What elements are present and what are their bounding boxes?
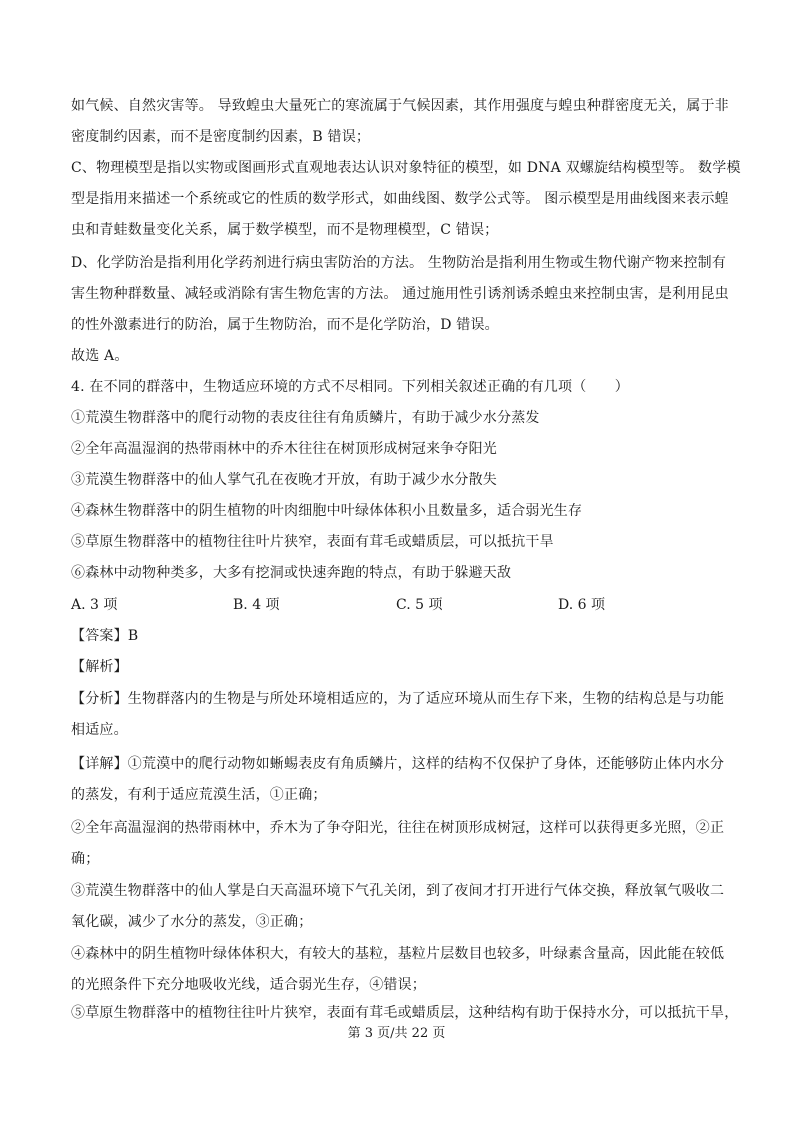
analysis-line: ③荒漠生物群落中的仙人掌是白天高温环境下气孔关闭，到了夜间才打开进行气体交换，释放氧气吸收二 <box>71 883 725 899</box>
statement-1: ①荒漠生物群落中的爬行动物的表皮往往有角质鳞片，有助于减少水分蒸发 <box>71 410 540 426</box>
statement-2: ②全年高温湿润的热带雨林中的乔木往往在树顶形成树冠来争夺阳光 <box>71 441 497 457</box>
analysis-line: ④森林中的阴生植物叶绿体体积大，有较大的基粒，基粒片层数目也较多，叶绿素含量高，因此能在较低 <box>71 946 725 962</box>
option-d: D. 6 项 <box>558 597 605 613</box>
text-line: 型是指用来描述一个系统或它的性质的数学形式，如曲线图、数学公式等。 图示模型是用曲线图来表示蝗 <box>71 191 729 207</box>
option-a: A. 3 项 <box>71 597 118 613</box>
analysis-line: 的蒸发，有利于适应荒漠生活，①正确； <box>71 787 327 803</box>
text-line: 虫和青蛙数量变化关系，属于数学模型，而不是物理模型，C 错误； <box>71 222 499 238</box>
statement-6: ⑥森林中动物种类多，大多有挖洞或快速奔跑的特点，有助于躲避天敌 <box>71 565 512 581</box>
answer-line <box>71 626 731 646</box>
text-line: C、物理模型是指以实物或图画形式直观地表达认识对象特征的模型，如 DNA 双螺旋结构模型等。 数学模 <box>71 160 741 176</box>
answer-value: B <box>127 628 139 644</box>
question-stem: 4. 在不同的群落中，生物适应环境的方式不尽相同。下列相关叙述正确的有几项（ ） <box>71 379 630 395</box>
text-line: 害生物种群数量、减轻或消除有害生物危害的方法。 通过施用性引诱剂诱杀蝗虫来控制虫害，是利用昆虫 <box>71 286 729 302</box>
text-line: 密度制约因素，而不是密度制约因素，B 错误； <box>71 129 371 145</box>
statement-4: ④森林生物群落中的阴生植物的叶肉细胞中叶绿体体积小且数量多，适合弱光生存 <box>71 503 583 519</box>
option-b: B. 4 项 <box>233 597 280 613</box>
option-c: C. 5 项 <box>396 597 443 613</box>
text-line: 故选 A。 <box>71 348 129 364</box>
statement-3: ③荒漠生物群落中的仙人掌气孔在夜晚才开放，有助于减少水分散失 <box>71 472 497 488</box>
page-number-footer: 第 3 页/共 22 页 <box>347 1026 446 1041</box>
analysis-line: 相适应。 <box>71 722 128 738</box>
analysis-line: ⑤草原生物群落中的植物往往叶片狭窄，表面有茸毛或蜡质层，这种结构有助于保持水分，可以抵抗干旱， <box>71 1005 739 1021</box>
analysis-line: 【分析】生物群落内的生物是与所处环境相适应的，为了适应环境从而生存下来，生物的结构总是与功能 <box>71 691 725 707</box>
text-line: D、化学防治是指利用化学药剂进行病虫害防治的方法。 生物防治是指利用生物或生物代谢产物来控制有 <box>71 255 727 271</box>
analysis-line: 确； <box>71 851 100 867</box>
analysis-line: 的光照条件下充分地吸收光线，适合弱光生存，④错误； <box>71 977 426 993</box>
statement-5: ⑤草原生物群落中的植物往往叶片狭窄，表面有茸毛或蜡质层，可以抵抗干旱 <box>71 534 554 550</box>
analysis-heading: 【解析】 <box>71 659 128 675</box>
analysis-line: 氧化碳，减少了水分的蒸发，③正确； <box>71 914 313 930</box>
analysis-line: ②全年高温湿润的热带雨林中，乔木为了争夺阳光，往往在树顶形成树冠，这样可以获得更多光照，②正 <box>71 820 725 836</box>
text-line: 如气候、自然灾害等。 导致蝗虫大量死亡的寒流属于气候因素，其作用强度与蝗虫种群密度无关，属于非 <box>71 98 729 114</box>
analysis-line: 【详解】①荒漠中的爬行动物如蜥蜴表皮有角质鳞片，这样的结构不仅保护了身体，还能够防止体内水分 <box>71 756 725 772</box>
answer-tag: 【答案】 <box>71 628 128 644</box>
text-line: 的性外激素进行的防治，属于生物防治，而不是化学防治，D 错误。 <box>71 317 499 333</box>
